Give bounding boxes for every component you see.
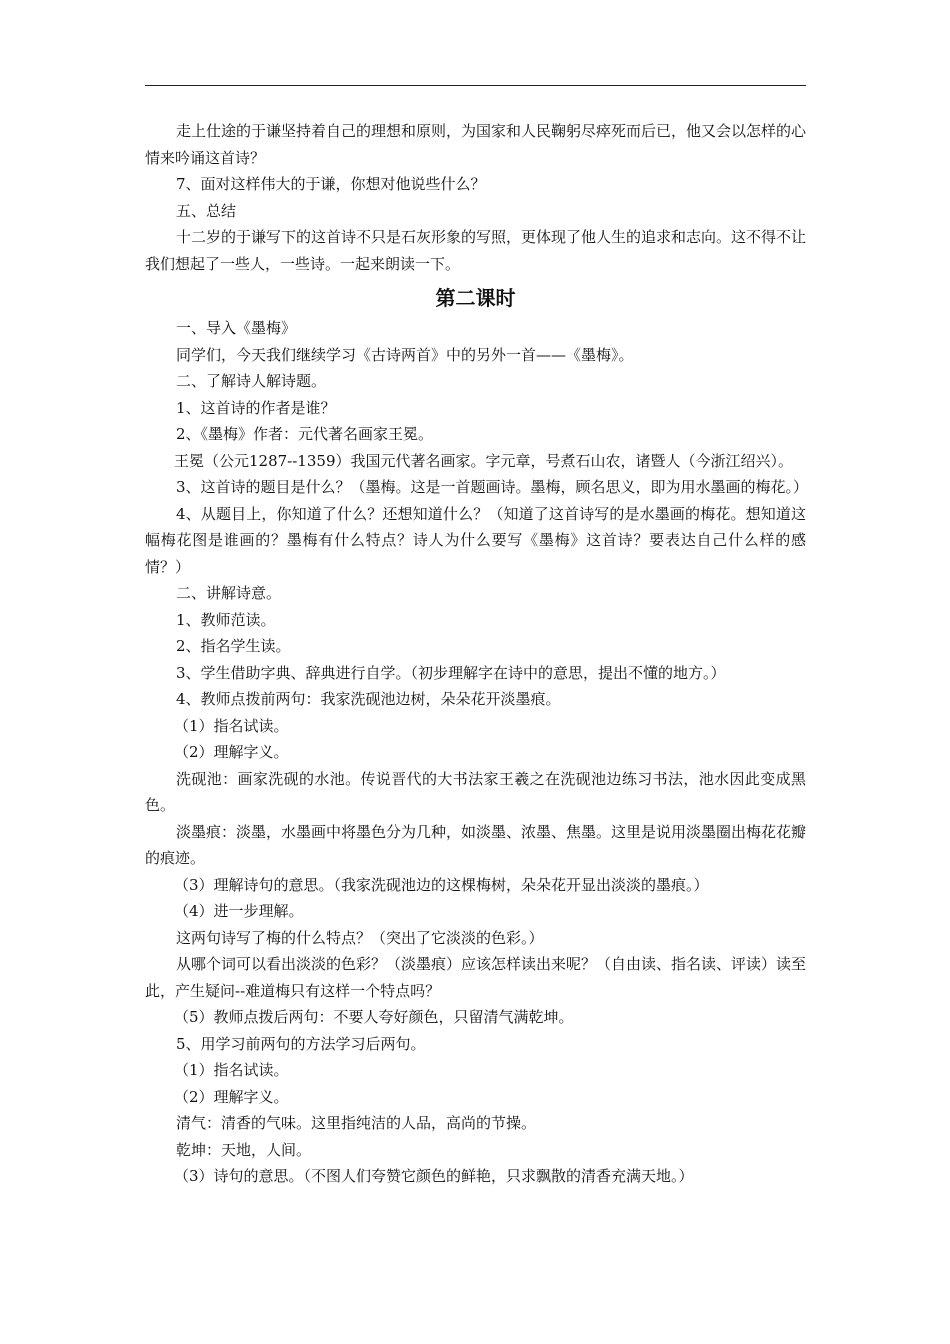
paragraph: 3、学生借助字典、辞典进行自学。（初步理解字在诗中的意思，提出不懂的地方。） — [176, 663, 726, 682]
paragraph: 王冕（公元1287--1359）我国元代著名画家。字元章，号煮石山农，诸暨人（今浙江绍兴）。 — [174, 451, 793, 470]
paragraph: 从哪个词可以看出淡淡的色彩？（淡墨痕）应该怎样读出来呢？（自由读、指名读、评读）读至此，产生疑问--难道梅只有这样一个特点吗？ — [145, 955, 807, 1000]
paragraph: 清气：清香的气味。这里指纯洁的人品，高尚的节操。 — [176, 1114, 537, 1132]
paragraph: 二、讲解诗意。 — [176, 584, 282, 602]
paragraph: 4、教师点拨前两句：我家洗砚池边树，朵朵花开淡墨痕。 — [176, 690, 561, 708]
paragraph: （2）理解字义。 — [174, 743, 289, 761]
paragraph: （4）进一步理解。 — [174, 902, 304, 920]
paragraph: 洗砚池：画家洗砚的水池。传说晋代的大书法家王羲之在洗砚池边练习书法，池水因此变成黑色。 — [145, 769, 806, 814]
paragraph: （2）理解字义。 — [174, 1087, 289, 1106]
paragraph: 2、指名学生读。 — [176, 637, 291, 655]
paragraph: 同学们，今天我们继续学习《古诗两首》中的另外一首——《墨梅》。 — [176, 345, 634, 364]
paragraph: 二、了解诗人解诗题。 — [176, 372, 327, 390]
document-body — [145, 118, 809, 1190]
paragraph: 走上仕途的于谦坚持着自己的理想和原则，为国家和人民鞠躬尽瘁死而后已，他又会以怎样的心情来吟诵这首诗？ — [145, 122, 807, 167]
paragraph: 2、《墨梅》作者：元代著名画家王冕。 — [176, 425, 434, 443]
paragraph: 4、从题目上，你知道了什么？还想知道什么？（知道了这首诗写的是水墨画的梅花。想知道这幅梅花图是谁画的？墨梅有什么特点？诗人为什么要写《墨梅》这首诗？要表达自己什么样的感情？） — [145, 504, 806, 576]
paragraph: （1）指名试读。 — [174, 1061, 289, 1079]
paragraph: （1）指名试读。 — [174, 716, 289, 735]
header-rule — [145, 85, 806, 86]
paragraph: 淡墨痕：淡墨，水墨画中将墨色分为几种，如淡墨、浓墨、焦墨。这里是说用淡墨圈出梅花花瓣的痕迹。 — [145, 822, 807, 867]
paragraph: 一、导入《墨梅》 — [176, 319, 297, 337]
paragraph: 7、面对这样伟大的于谦，你想对他说些什么？ — [176, 175, 486, 193]
paragraph: 十二岁的于谦写下的这首诗不只是石灰形象的写照，更体现了他人生的追求和志向。这不得不让我们想起了一些人，一些诗。一起来朗读一下。 — [145, 228, 807, 273]
paragraph: 五、总结 — [176, 201, 237, 220]
paragraph: 乾坤：天地，人间。 — [176, 1140, 312, 1159]
paragraph: 1、教师范读。 — [176, 610, 276, 629]
section-title: 第二课时 — [435, 286, 516, 310]
paragraph: 1、这首诗的作者是谁？ — [176, 398, 336, 417]
paragraph: 这两句诗写了梅的什么特点？（突出了它淡淡的色彩。） — [176, 928, 544, 947]
paragraph: （3）理解诗句的意思。（我家洗砚池边的这棵梅树，朵朵花开显出淡淡的墨痕。） — [174, 875, 709, 894]
paragraph: （3）诗句的意思。（不图人们夸赞它颜色的鲜艳，只求飘散的清香充满天地。） — [174, 1167, 694, 1185]
paragraph: 5、用学习前两句的方法学习后两句。 — [176, 1034, 426, 1053]
paragraph: （5）教师点拨后两句：不要人夸好颜色，只留清气满乾坤。 — [174, 1008, 574, 1026]
paragraph: 3、这首诗的题目是什么？（墨梅。这是一首题画诗。墨梅，顾名思义，即为用水墨画的梅花。） — [176, 478, 809, 496]
paragraph-list — [145, 315, 809, 1190]
